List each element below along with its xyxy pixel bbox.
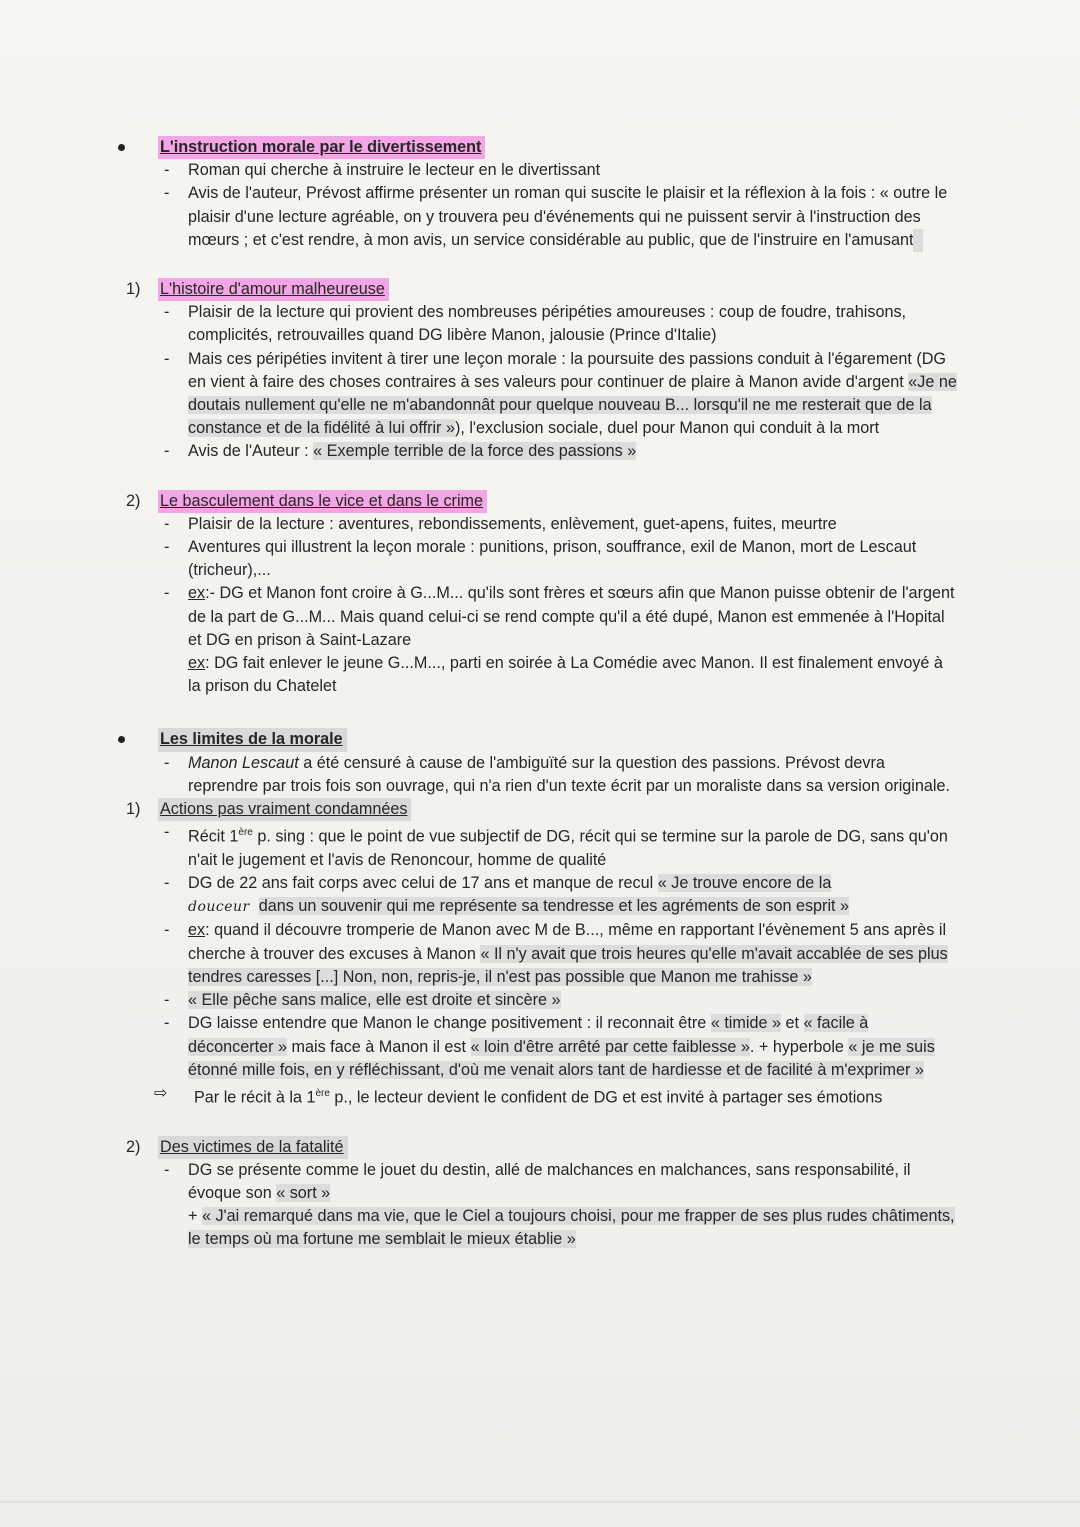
subsection-heading: Actions pas vraiment condamnées bbox=[158, 798, 411, 821]
item-text: Récit 1 bbox=[188, 827, 239, 846]
list-item bbox=[158, 348, 958, 441]
list-item bbox=[158, 582, 958, 698]
item-text: DG de 22 ans fait corps avec celui de 17 ans et manque de recul bbox=[188, 874, 658, 893]
subsection-number: 1) bbox=[126, 280, 141, 299]
item-text: et bbox=[781, 1014, 804, 1033]
conclusion-line bbox=[118, 1082, 958, 1110]
item-text: . + hyperbole bbox=[749, 1037, 849, 1056]
item-text: :- DG et Manon font croire à G...M... qu'ils sont frères et sœurs afin que Manon puisse obtenir de l'argent de la part de G...M... Mais quand celui-ci se rend compte qu'il a été dupé, Manon est emmenée à l'Hopital et DG en prison à Saint-Lazare bbox=[188, 584, 955, 649]
list-item bbox=[158, 989, 958, 1012]
subsection-list bbox=[158, 301, 958, 463]
list-item: - Aventures qui illustrent la leçon morale : punitions, prison, souffrance, exil de Manon, mort de Lescaut (tricheur),... bbox=[158, 536, 958, 582]
list-item bbox=[158, 182, 958, 252]
superscript: ère bbox=[315, 1087, 330, 1099]
quote: « facile à déconcerter » bbox=[188, 1014, 869, 1056]
item-text: Avis de l'auteur, Prévost affirme présenter un roman qui suscite le plaisir et la réflexion à la fois : « outre le plaisir d'une lecture agréable, on y trouvera peu d'événements qui ne puissent servir à l'instruction des mœurs ; et c'est rendre, à mon avis, un service considérable au public, que de l'instruire en l'amusant bbox=[188, 184, 948, 249]
section-instruction-morale bbox=[118, 136, 958, 252]
list-item: - Roman qui cherche à instruire le lecteur en le divertissant bbox=[158, 159, 958, 182]
bullet-icon bbox=[118, 144, 125, 151]
list-item bbox=[158, 821, 958, 872]
bullet-icon bbox=[118, 736, 125, 743]
book-title: Manon Lescaut bbox=[188, 753, 299, 772]
quote: « timide » bbox=[710, 1014, 781, 1033]
section-heading: Les limites de la morale bbox=[158, 728, 347, 751]
subsection-actions-non-condamnees bbox=[118, 798, 958, 1109]
quote: « Je trouve encore de la bbox=[657, 874, 832, 893]
quote: « Il n'y avait que trois heures qu'elle m'avait accablée de ses plus tendres caresses [...] Non, non, repris-je, il n'est pas possible que Manon me trahisse » bbox=[188, 944, 948, 986]
subsection-heading: Le basculement dans le vice et dans le crime bbox=[158, 490, 487, 513]
quote: « J'ai remarqué dans ma vie, que le Ciel a toujours choisi, pour me frapper de ses plus rudes châtiments, le temps où ma fortune me semblait le mieux établie » bbox=[188, 1207, 955, 1249]
item-text: DG laisse entendre que Manon le change positivement : il reconnait être bbox=[188, 1014, 711, 1033]
section-list bbox=[158, 159, 958, 252]
example-label: ex bbox=[188, 654, 206, 673]
conclusion-text: Par le récit à la 1 bbox=[194, 1088, 316, 1107]
subsection-heading: L'histoire d'amour malheureuse bbox=[158, 278, 389, 301]
subsection-heading: Des victimes de la fatalité bbox=[158, 1136, 348, 1159]
subsection-histoire-amour bbox=[118, 278, 958, 464]
list-item bbox=[158, 440, 958, 463]
item-text: a été censuré à cause de l'ambiguïté sur la question des passions. Prévost devra reprendre par trois fois son ouvrage, qui n'a rien d'un texte écrit par un moraliste dans sa version originale. bbox=[188, 753, 951, 795]
conclusion-text: p., le lecteur devient le confident de DG et est invité à partager ses émotions bbox=[329, 1088, 883, 1107]
subsection-victimes-fatalite bbox=[118, 1136, 958, 1252]
item-text: + bbox=[188, 1207, 202, 1226]
item-text: ), l'exclusion sociale, duel pour Manon qui conduit à la mort bbox=[454, 419, 880, 438]
subsection-list bbox=[158, 513, 958, 699]
item-text: p. sing : que le point de vue subjectif de DG, récit qui se termine sur la parole de DG, sans qu'on n'ait le jugement et l'avis de Renoncour, homme de qualité bbox=[188, 827, 948, 869]
example-label: ex bbox=[188, 584, 206, 603]
list-item: - Plaisir de la lecture qui provient des nombreuses péripéties amoureuses : coup de foudre, trahisons, complicités, retrouvailles quand DG libère Manon, jalousie (Prince d'Italie) bbox=[158, 301, 958, 347]
subsection-list bbox=[158, 821, 958, 1082]
list-item bbox=[158, 1159, 958, 1252]
item-text: mais face à Manon il est bbox=[286, 1037, 471, 1056]
quote: «Je ne doutais nullement qu'elle ne m'abandonnât pour quelque nouveau B... lorsqu'il ne me resterait que de la constance et de la fidélité à lui offrir » bbox=[188, 372, 957, 438]
list-item: - Plaisir de la lecture : aventures, rebondissements, enlèvement, guet-apens, fuites, meurtre bbox=[158, 513, 958, 536]
item-text: : DG fait enlever le jeune G...M..., parti en soirée à La Comédie avec Manon. Il est finalement envoyé à la prison du Chatelet bbox=[188, 654, 943, 696]
item-text: : quand il découvre tromperie de Manon avec M de B..., même en rapportant l'évènement 5 ans après il cherche à trouver des excuses à Manon bbox=[188, 921, 947, 963]
superscript: ère bbox=[238, 827, 253, 839]
item-text: Avis de l'Auteur : bbox=[188, 442, 314, 461]
quote: « loin d'être arrêté par cette faiblesse » bbox=[470, 1037, 750, 1056]
list-item bbox=[158, 1012, 958, 1082]
list-item bbox=[158, 872, 958, 919]
quote: dans un souvenir qui me représente sa tendresse et les agréments de son esprit » bbox=[258, 897, 850, 916]
subsection-list bbox=[158, 1159, 958, 1252]
subsection-number: 1) bbox=[126, 800, 141, 819]
list-item bbox=[158, 752, 958, 798]
section-list bbox=[158, 752, 958, 798]
section-heading: L'instruction morale par le divertissement bbox=[158, 136, 485, 159]
item-text: Mais ces péripéties invitent à tirer une leçon morale : la poursuite des passions conduit à l'égarement (DG en vient à faire des choses contraires à ses valeurs pour continuer de plaire à Manon avide d'argent bbox=[188, 349, 946, 391]
document-body bbox=[118, 136, 958, 1252]
quote: « Exemple terrible de la force des passions » bbox=[313, 442, 637, 461]
subsection-number: 2) bbox=[126, 491, 141, 510]
handwritten-word: douceur bbox=[188, 899, 250, 916]
arrow-right-icon: ⇨ bbox=[154, 1083, 168, 1102]
subsection-number: 2) bbox=[126, 1137, 141, 1156]
example-label: ex bbox=[188, 921, 206, 940]
section-limites-morale bbox=[118, 728, 958, 798]
page-bottom-edge bbox=[0, 1501, 1080, 1503]
subsection-basculement bbox=[118, 490, 958, 699]
quote: « je me suis étonné mille fois, en y réfléchissant, d'où me venait alors tant de hardiesse et de facilité à m'exprimer » bbox=[188, 1037, 935, 1079]
item-text: DG se présente comme le jouet du destin, allé de malchances en malchances, sans responsabilité, il évoque son bbox=[188, 1160, 911, 1202]
quote: « Elle pêche sans malice, elle est droite et sincère » bbox=[188, 991, 561, 1010]
quote: « sort » bbox=[276, 1183, 331, 1202]
list-item bbox=[158, 919, 958, 989]
